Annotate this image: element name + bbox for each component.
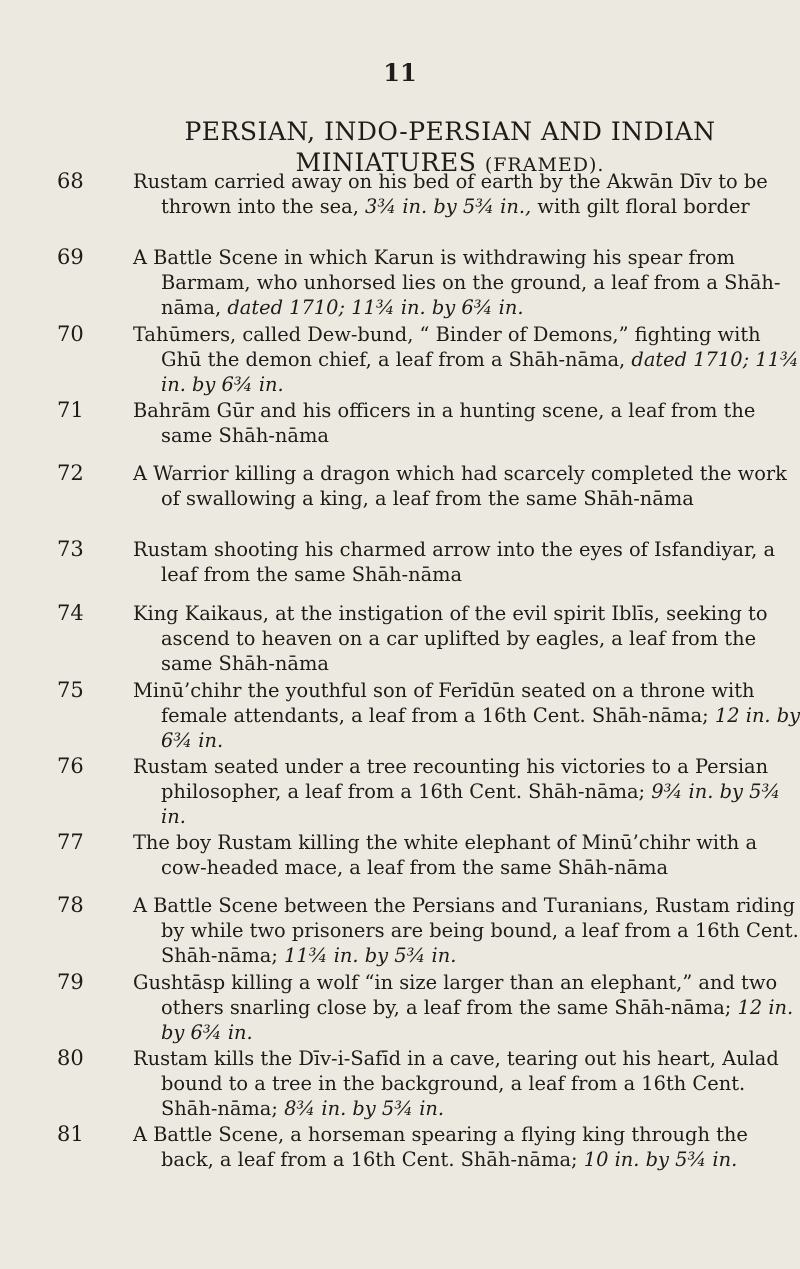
lot-dimensions: 12 in. by 6¾ in. — [161, 996, 794, 1044]
lot-description: Tahūmers, called Dew-bund, “ Binder of Demons,” fighting with Ghū the demon chief, a leaf from a Shāh-nāma, dated 1710; 11¾ in. by 6¾ in. — [133, 323, 799, 396]
lot-dimensions: dated 1710; 11¾ in. by 6¾ in. — [227, 296, 524, 319]
lot-number: 77 — [57, 830, 84, 854]
lot-number: 71 — [57, 398, 84, 422]
lot-dimensions: 9¾ in. by 5¾ in. — [161, 780, 781, 828]
lot-description: A Battle Scene, a horseman spearing a flying king through the back, a leaf from a 16th Cent. Shāh-nāma; 10 in. by 5¾ in. — [133, 1123, 748, 1171]
lot-number: 69 — [57, 245, 84, 269]
lot-number: 81 — [57, 1122, 84, 1146]
lot-number: 73 — [57, 537, 84, 561]
lot-number: 75 — [57, 678, 84, 702]
lot-dimensions: 3¾ in. by 5¾ in., — [365, 195, 532, 218]
lot-description: Bahrām Gūr and his officers in a hunting scene, a leaf from the same Shāh-nāma — [133, 399, 756, 447]
lot-description: King Kaikaus, at the instigation of the evil spirit Iblīs, seeking to ascend to heaven on a car uplifted by eagles, a leaf from the same Shāh-nāma — [133, 602, 768, 675]
lot-dimensions: 10 in. by 5¾ in. — [583, 1148, 738, 1171]
lot-description: Rustam kills the Dīv-i-Safīd in a cave, tearing out his heart, Aulad bound to a tree in the background, a leaf from a 16th Cent. Shāh-nāma; 8¾ in. by 5¾ in. — [133, 1047, 779, 1120]
lot-dimensions: dated 1710; 11¾ in. by 6¾ in. — [161, 348, 799, 396]
lot-description: Rustam shooting his charmed arrow into the eyes of Isfandiyar, a leaf from the same Shāh-nāma — [133, 538, 776, 586]
lot-number: 79 — [57, 970, 84, 994]
lot-description: Rustam seated under a tree recounting his victories to a Persian philosopher, a leaf from a 16th Cent. Shāh-nāma; 9¾ in. by 5¾ in. — [133, 755, 781, 828]
lot-description: Gushtāsp killing a wolf “in size larger than an elephant,” and two others snarling close by, a leaf from the same Shāh-nāma; 12 in. by 6¾ in. — [133, 971, 794, 1044]
lot-number: 72 — [57, 461, 84, 485]
lot-description: The boy Rustam killing the white elephant of Minū’chihr with a cow-headed mace, a leaf from the same Shāh-nāma — [133, 831, 758, 879]
lot-number: 76 — [57, 754, 84, 778]
lot-number: 80 — [57, 1046, 84, 1070]
heading-line-2-note: (FRAMED). — [484, 154, 605, 176]
lot-number: 78 — [57, 893, 84, 917]
lot-dimensions: 8¾ in. by 5¾ in. — [284, 1097, 445, 1120]
lot-dimensions: 12 in. by 6¾ in. — [161, 704, 800, 752]
lot-description: Minū’chihr the youthful son of Ferīdūn seated on a throne with female attendants, a leaf from a 16th Cent. Shāh-nāma; 12 in. by 6¾ in. — [133, 679, 800, 752]
heading-line-1: PERSIAN, INDO-PERSIAN AND INDIAN — [184, 117, 716, 146]
lot-dimensions: 11¾ in. by 5¾ in. — [284, 944, 457, 967]
lot-description: A Battle Scene in which Karun is withdrawing his spear from Barmam, who unhorsed lies on the ground, a leaf from a Shāh-nāma, dated 1710; 11¾ in. by 6¾ in. — [133, 246, 781, 319]
lot-number: 74 — [57, 601, 84, 625]
page-number: 11 — [383, 58, 417, 87]
lot-description: A Warrior killing a dragon which had scarcely completed the work of swallowing a king, a leaf from the same Shāh-nāma — [133, 462, 787, 510]
lot-description: A Battle Scene between the Persians and Turanians, Rustam riding by while two prisoners are being bound, a leaf from a 16th Cent. Shāh-nāma; 11¾ in. by 5¾ in. — [133, 894, 799, 967]
lot-number: 68 — [57, 169, 84, 193]
heading-line-2: MINIATURES — [295, 148, 477, 177]
lot-number: 70 — [57, 322, 84, 346]
lot-description: Rustam carried away on his bed of earth by the Akwān Dīv to be thrown into the sea, 3¾ in. by 5¾ in., with gilt floral border — [133, 170, 768, 218]
